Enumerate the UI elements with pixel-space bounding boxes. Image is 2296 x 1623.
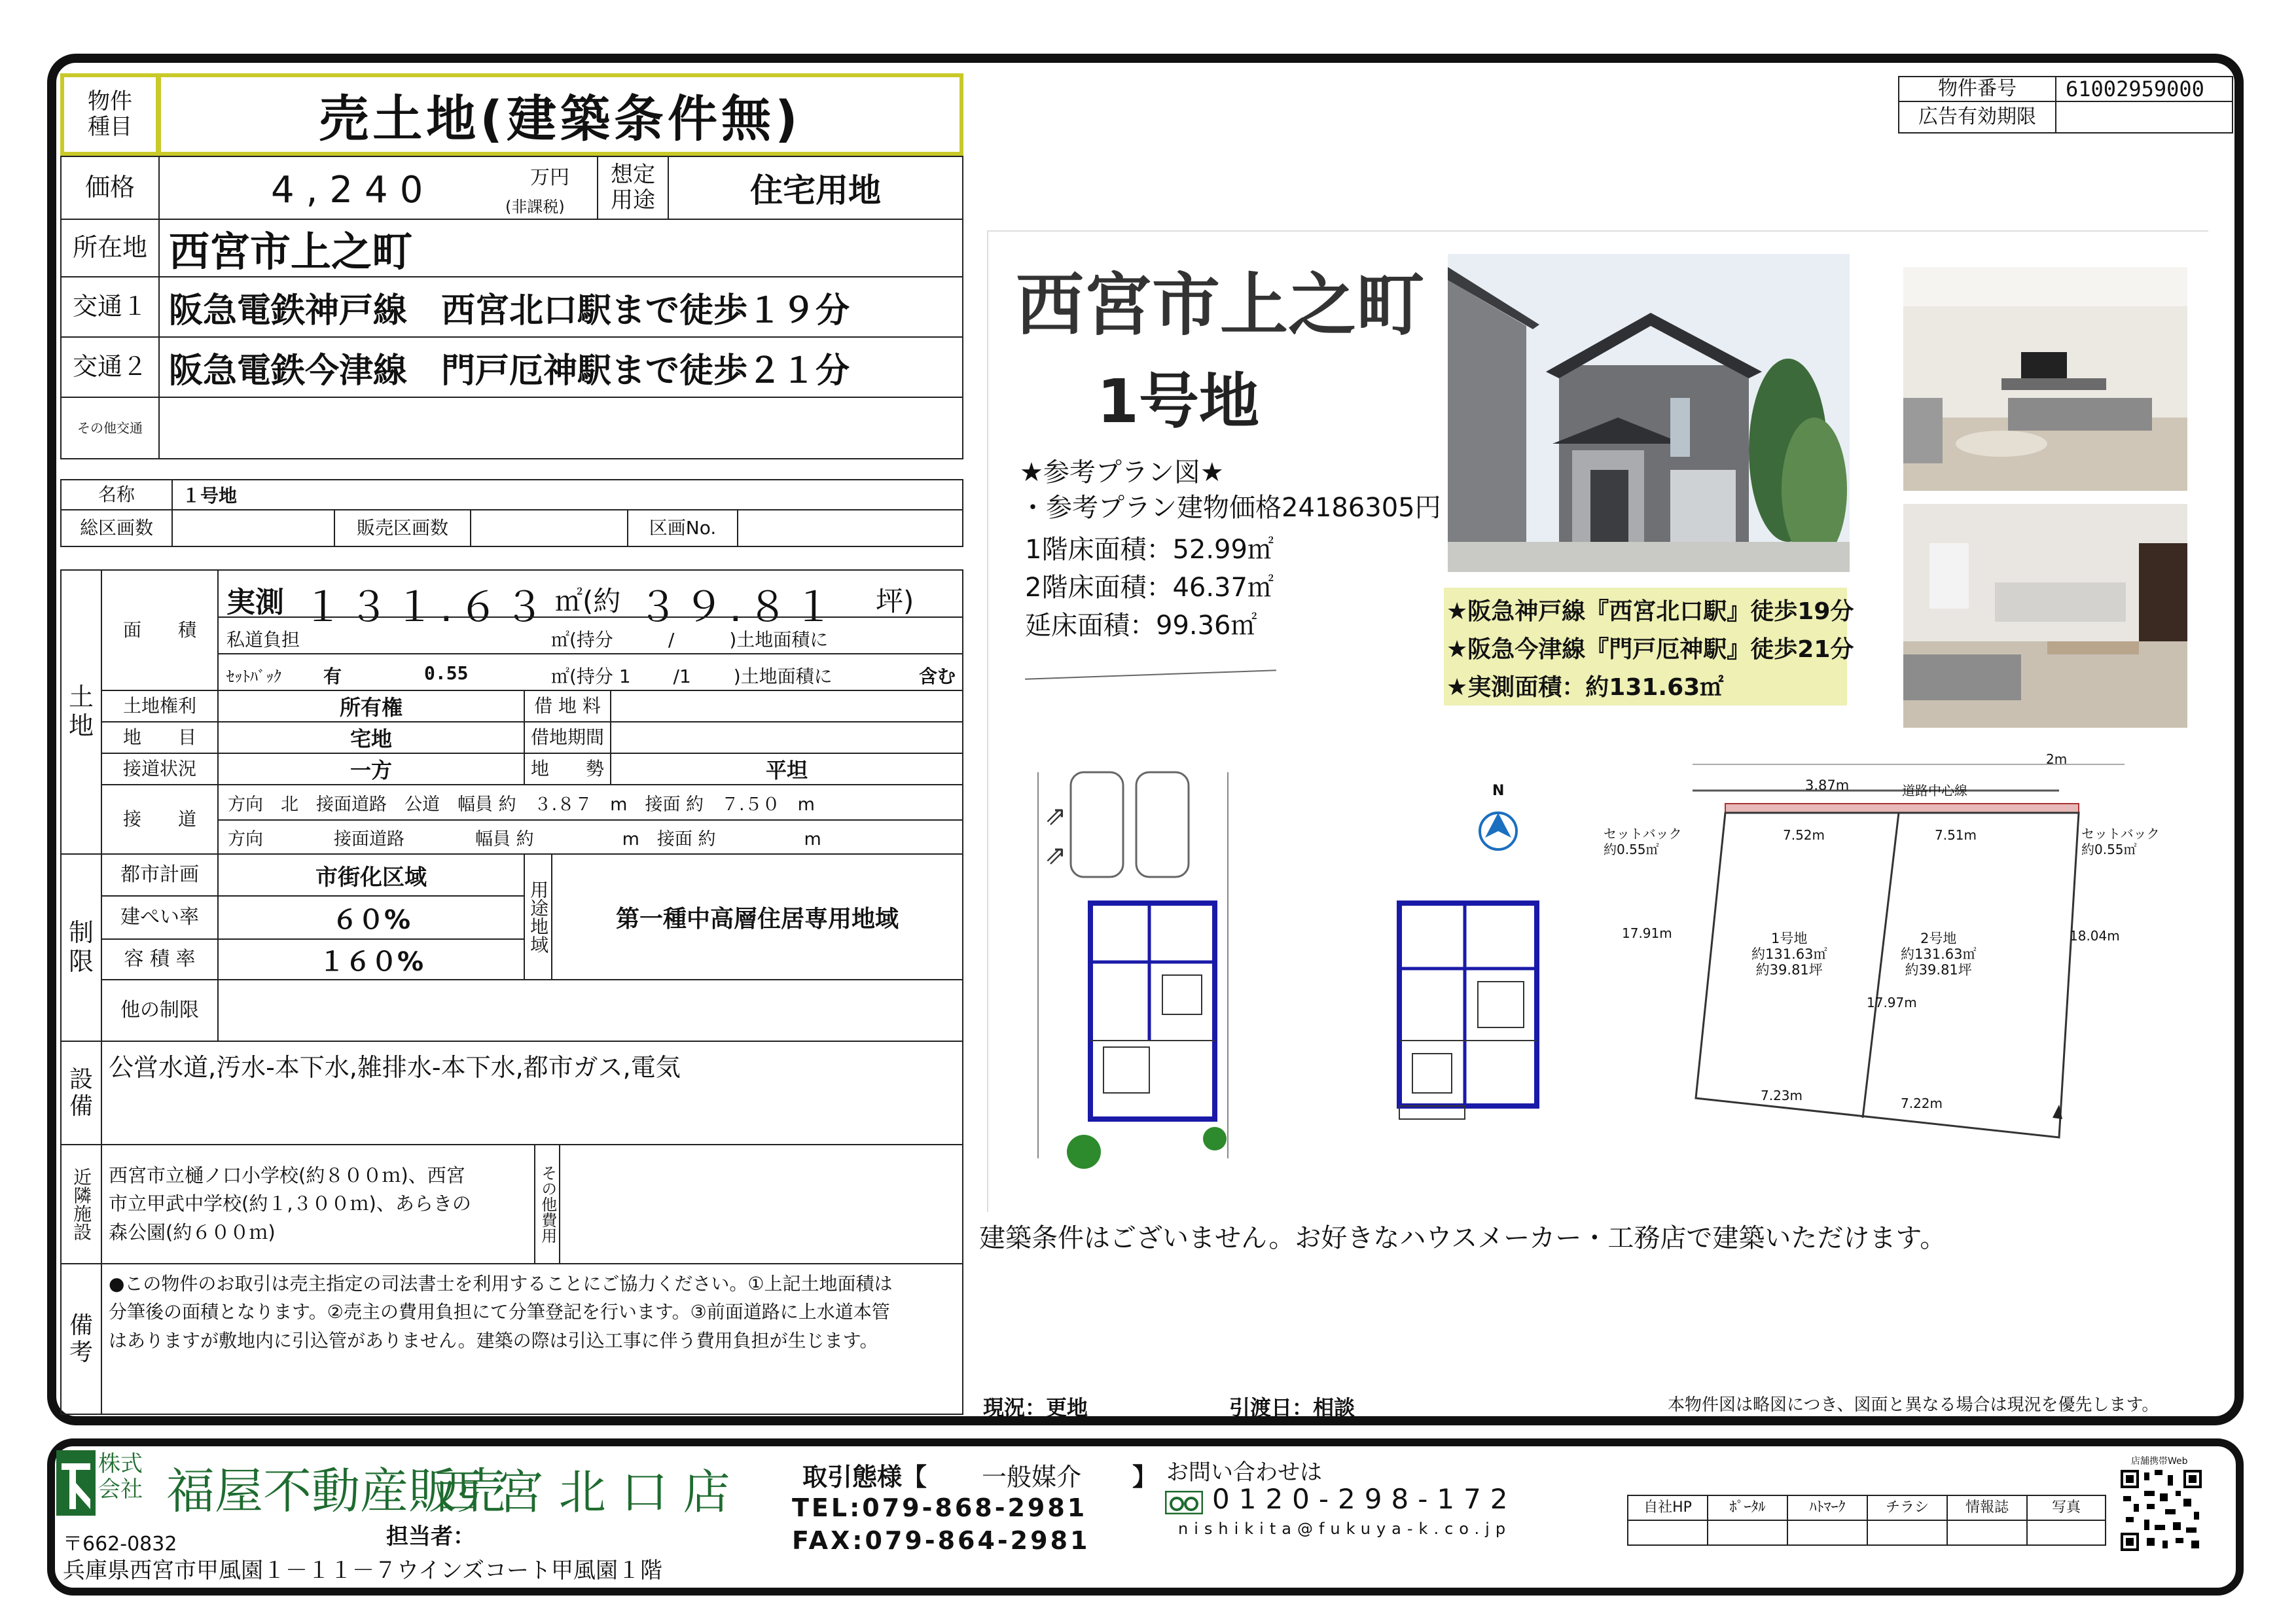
zone-value: 第一種中高層住居専用地域 [551,853,963,980]
price-label: 価格 [60,156,160,220]
access-line-2: ★阪急今津線『門戸厄神駅』徒歩21分 [1446,636,1854,663]
use-label: 想定 用途 [597,156,669,220]
sale-lots-value [470,509,628,547]
division-name-value: １号地 [171,479,963,510]
division-name-label: 名称 [60,479,173,510]
floor-plan-2f [1393,897,1543,1126]
other-traffic-label: その他交通 [60,397,160,459]
traffic2-label: 交通２ [60,336,160,398]
land-section-label: 土 地 [60,569,102,855]
setback-share: ㎡(持分 1 /1 )土地面積に [551,666,833,687]
media-cell [2026,1520,2106,1546]
survey-top-2: 7.51m [1935,827,1977,843]
flyer-top-rule [988,230,2208,232]
setback-value: 0.55 [424,662,469,684]
lot-no-value [737,509,963,547]
nearby-line-1: 西宮市立樋ノ口小学校(約８００ｍ)、西宮 [109,1164,465,1186]
other-restrictions-label: 他の制限 [101,979,219,1042]
facilities-label: 設 備 [60,1041,102,1145]
person-label: 担当者： [386,1524,475,1550]
city-plan-value: 市街化区域 [217,853,525,897]
area-tsubo-value: ３９.８１ [637,583,839,631]
terrain-label: 地 勢 [524,753,611,785]
private-road-row [217,616,963,654]
price-cell [158,156,598,220]
type-label: 物件 種目 [60,73,160,156]
road-status-label: 接道状況 [101,753,219,785]
floor2-area: 2階床面積：46.37㎡ [1025,573,1274,603]
lease-fee-value [610,690,963,722]
survey-lot1: 1号地 約131.63㎡ 約39.81坪 [1751,931,1827,978]
media-cell [1627,1520,1708,1546]
survey-bottom-1: 7.23m [1761,1088,1803,1103]
survey-road-center: 道路中心線 [1902,783,1967,798]
interior-living-image [1903,267,2187,491]
company-prefix: 株式 会社 [98,1451,143,1503]
contact-email: nishikita@fukuya-k.co.jp [1178,1520,1512,1538]
category-label: 地 目 [101,721,219,754]
terrain-value: 平坦 [610,753,963,785]
media-header-2: ﾊﾄﾏｰｸ [1787,1495,1868,1521]
other-cost-value [559,1144,963,1264]
floor-plan-1f [1025,766,1241,1171]
north-label: N [1492,783,1505,799]
floor1-area: 1階床面積：52.99㎡ [1025,535,1274,565]
traffic1-value: 阪急電鉄神戸線 西宮北口駅まで徒歩１９分 [158,276,963,338]
flyer-left-rule [987,230,988,1212]
survey-road-width: 3.87m [1805,777,1850,793]
facilities-value: 公営水道,汚水-本下水,雑排水-本下水,都市ガス,電気 [101,1041,963,1145]
remarks-line-1: ●この物件のお取引は売主指定の司法書士を利用することにご協力ください。①上記土地面積は [109,1273,893,1294]
road-row-1: 方向 北 接面道路 公道 幅員 約 ３.８７ m 接面 約 ７.５０ m [217,784,963,821]
flyer-title: 西宮市上之町 [1016,265,1425,345]
survey-setback-right: セットバック 約0.55㎡ [2081,826,2160,857]
survey-lot2: 2号地 約131.63㎡ 約39.81坪 [1901,931,1977,978]
area-sqm-value: １３１.６３ [302,583,550,631]
private-road-share: ㎡(持分 / )土地面積に [551,629,829,651]
nearby-label: 近隣施設 [60,1144,102,1264]
plan-heading: ★参考プラン図★ [1020,457,1224,488]
deal-label: 取引態様【 [802,1463,927,1491]
branch-name: 西 宮 北 口 店 [435,1465,730,1520]
freedial-icon [1165,1491,1203,1514]
survey-drawing [1601,751,2190,1157]
sale-lots-label: 販売区画数 [334,509,471,547]
survey-top-1: 7.52m [1783,827,1825,843]
survey-middle: 17.97m [1867,995,1917,1010]
media-cell [1707,1520,1788,1546]
use-value: 住宅用地 [668,156,963,220]
road-label: 接 道 [101,784,219,855]
survey-setback-left: セットバック 約0.55㎡ [1604,826,1682,857]
company-name: 福屋不動産販売 [166,1463,505,1520]
measured-area-note: ★実測面積：約131.63㎡ [1446,674,1724,701]
deal-close: 】 [1132,1463,1158,1491]
lot-no-label: 区画No. [627,509,738,547]
current-status: 現況：更地 [983,1395,1088,1420]
media-cell [1787,1520,1868,1546]
area-tsubo-unit: 坪) [876,585,914,617]
price-tax-note: (非課税) [505,198,565,216]
zone-label: 用途地域 [524,853,552,980]
traffic1-label: 交通１ [60,276,160,338]
other-restrictions-value [217,979,963,1042]
freedial-number: 0120-298-172 [1212,1483,1517,1515]
survey-bottom-2: 7.22m [1901,1096,1943,1111]
road-status-value: 一方 [217,753,525,785]
flyer-subtitle: 1号地 [1097,366,1260,437]
plan-price: ・参考プラン建物価格24186305円 [1020,493,1441,523]
coverage-value: ６０% [217,895,525,940]
media-header-4: 情報誌 [1946,1495,2028,1521]
total-floor-area: 延床面積：99.36㎡ [1025,611,1257,641]
delivery-status: 引渡日：相談 [1229,1395,1355,1420]
rights-label: 土地権利 [101,690,219,722]
area-sqm-unit: ㎡(約 [555,585,621,617]
remarks-value [101,1263,963,1415]
price-unit: 万円 [530,166,569,189]
lease-fee-label: 借 地 料 [524,690,611,722]
traffic2-value: 阪急電鉄今津線 門戸厄神駅まで徒歩２１分 [158,336,963,398]
nearby-line-2: 市立甲武中学校(約１,３００ｍ)、あらきの [109,1192,471,1215]
remarks-label: 備 考 [60,1263,102,1415]
company-address: 兵庫県西宮市甲風園１－１１－７ウインズコート甲風園１階 [63,1558,662,1584]
setback-included: 含む [919,666,956,687]
media-header-1: ﾎﾟｰﾀﾙ [1707,1495,1788,1521]
private-road-label: 私道負担 [226,629,300,651]
property-number-label: 物件番号 [1898,76,2056,102]
ad-validity-label: 広告有効期限 [1898,101,2056,134]
setback-flag: 有 [323,666,342,687]
other-cost-label: その他費用 [534,1144,560,1264]
nearby-value [101,1144,535,1264]
total-lots-label: 総区画数 [60,509,173,547]
deal-value: 一般媒介 [982,1463,1082,1491]
qr-label: 店舗携帯Web [2131,1456,2188,1467]
media-header-0: 自社HP [1627,1495,1708,1521]
lease-term-label: 借地期間 [524,721,611,754]
survey-two-m: 2m [2046,751,2068,767]
setback-row [217,653,963,691]
house-exterior-image [1448,254,1850,572]
media-cell [1946,1520,2028,1546]
property-number-value: 61002959000 [2055,76,2233,102]
fax-number: FAX:079-864-2981 [792,1526,1090,1555]
area-label: 面 積 [101,569,219,691]
interior-kitchen-image [1903,504,2187,728]
other-traffic-value [158,397,963,459]
restrictions-section-label: 制 限 [60,853,102,1042]
media-header-3: チラシ [1867,1495,1948,1521]
company-logo-icon [56,1450,96,1516]
total-lots-value [171,509,335,547]
inquiry-label: お問い合わせは [1166,1459,1322,1486]
property-type-title: 売土地(建築条件無) [157,73,963,156]
nearby-line-3: 森公園(約６００ｍ) [109,1221,276,1243]
svg-text:⇗: ⇗ [1045,801,1067,831]
coverage-label: 建ぺい率 [101,895,219,940]
survey-left-side: 17.91m [1622,925,1672,941]
remarks-line-2: 分筆後の面積となります。②売主の費用負担にて分筆登記を行います。③前面道路に上水道本管 [109,1301,890,1323]
road-row-2: 方向 接面道路 幅員 約 m 接面 約 m [217,819,963,855]
lease-term-value [610,721,963,754]
ad-validity-value [2055,101,2233,134]
far-label: 容 積 率 [101,938,219,980]
survey-right-side: 18.04m [2070,928,2120,944]
setback-label: ｾｯﾄﾊﾞｯｸ [226,668,281,686]
location-value: 西宮市上之町 [158,219,963,277]
building-condition-note: 建築条件はございません。お好きなハウスメーカー・工務店で建築いただけます。 [979,1223,1946,1253]
svg-text:⇗: ⇗ [1045,840,1067,870]
postal-code: 〒662-0832 [63,1533,177,1556]
location-label: 所在地 [60,219,160,277]
media-cell [1867,1520,1948,1546]
area-measured-row [217,569,963,631]
tel-number: TEL:079-868-2981 [792,1493,1088,1522]
area-measured-label: 実測 [226,586,284,619]
category-value: 宅地 [217,721,525,754]
remarks-line-3: はありますが敷地内に引込管がありません。建築の際は引込工事に伴う費用負担が生じます。 [109,1329,878,1351]
qr-code-icon[interactable] [2118,1467,2204,1554]
access-line-1: ★阪急神戸線『西宮北口駅』徒歩19分 [1446,598,1854,625]
media-header-5: 写真 [2026,1495,2106,1521]
disclaimer: 本物件図は略図につき、図面と異なる場合は現況を優先します。 [1668,1395,2159,1415]
city-plan-label: 都市計画 [101,853,219,897]
far-value: １６０% [217,938,525,980]
rights-value: 所有権 [217,690,525,722]
media-table [1627,1495,2106,1547]
price-value: 4,240 [271,169,435,211]
